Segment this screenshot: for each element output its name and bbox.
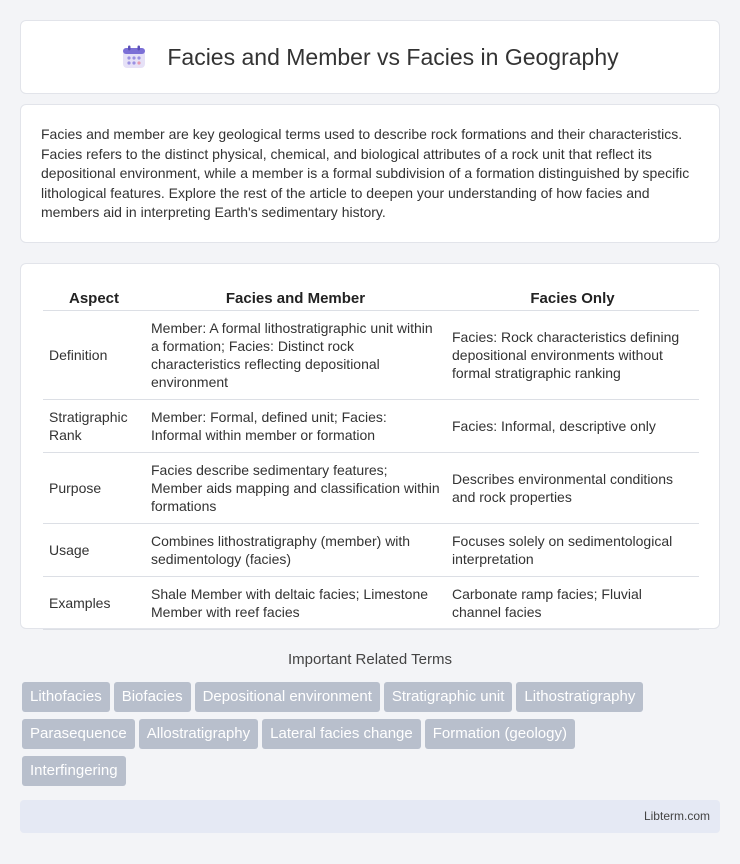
comparison-table (43, 284, 699, 630)
table-row (43, 311, 699, 400)
table-cell-aspect: Usage (43, 524, 145, 577)
intro-text: Facies and member are key geological terms used to describe rock formations and their characteristics. Facies refers to the distinct physical, chemical, and biological attributes of a rock unit that reflect its depositional environment, while a member is a formal subdivision of a formation distinguished by specific lithological features. Explore the rest of the article to deepen your understanding of how facies and members aid in interpreting Earth's sedimentary history. (41, 126, 690, 221)
related-term-tag[interactable]: Lateral facies change (262, 719, 421, 749)
related-term-tag[interactable]: Biofacies (114, 682, 191, 712)
table-cell-aspect: Stratigraphic Rank (43, 400, 145, 453)
column-header: Aspect (43, 284, 145, 311)
table-cell-aspect: Examples (43, 577, 145, 630)
footer (20, 800, 720, 833)
table-cell: Facies describe sedimentary features; Member aids mapping and classification within formations (145, 453, 446, 524)
related-term-tag[interactable]: Lithostratigraphy (516, 682, 643, 712)
table-header-row (43, 284, 699, 311)
related-term-tag[interactable]: Parasequence (22, 719, 135, 749)
table-cell: Facies: Rock characteristics defining depositional environments without formal stratigraphic ranking (446, 311, 699, 400)
footer-link[interactable]: Libterm.com (643, 809, 710, 823)
page-title: Facies and Member vs Facies in Geography (167, 43, 619, 70)
table-cell-aspect: Definition (43, 311, 145, 400)
related-terms-title: Important Related Terms (288, 651, 452, 668)
related-term-tag[interactable]: Formation (geology) (425, 719, 575, 749)
table-row (43, 400, 699, 453)
column-header: Facies and Member (145, 284, 446, 311)
related-terms-list (22, 682, 722, 793)
table-cell: Member: Formal, defined unit; Facies: Informal within member or formation (145, 400, 446, 453)
table-cell: Describes environmental conditions and rock properties (446, 453, 699, 524)
related-term-tag[interactable]: Stratigraphic unit (384, 682, 513, 712)
table-cell-aspect: Purpose (43, 453, 145, 524)
related-term-tag[interactable]: Allostratigraphy (139, 719, 258, 749)
table-cell: Carbonate ramp facies; Fluvial channel facies (446, 577, 699, 630)
table-row (43, 453, 699, 524)
table-cell: Facies: Informal, descriptive only (446, 400, 699, 453)
table-row (43, 577, 699, 630)
related-term-tag[interactable]: Lithofacies (22, 682, 110, 712)
related-term-tag[interactable]: Interfingering (22, 756, 126, 786)
table-cell: Focuses solely on sedimentological interpretation (446, 524, 699, 577)
header-card (20, 20, 720, 94)
table-cell: Combines lithostratigraphy (member) with sedimentology (facies) (145, 524, 446, 577)
related-term-tag[interactable]: Depositional environment (195, 682, 380, 712)
comparison-table-card (20, 263, 720, 629)
column-header: Facies Only (446, 284, 699, 311)
intro-card (20, 104, 720, 243)
table-cell: Shale Member with deltaic facies; Limestone Member with reef facies (145, 577, 446, 630)
table-cell: Member: A formal lithostratigraphic unit within a formation; Facies: Distinct rock characteristics reflecting depositional environment (145, 311, 446, 400)
calendar-icon (121, 44, 147, 70)
table-row (43, 524, 699, 577)
